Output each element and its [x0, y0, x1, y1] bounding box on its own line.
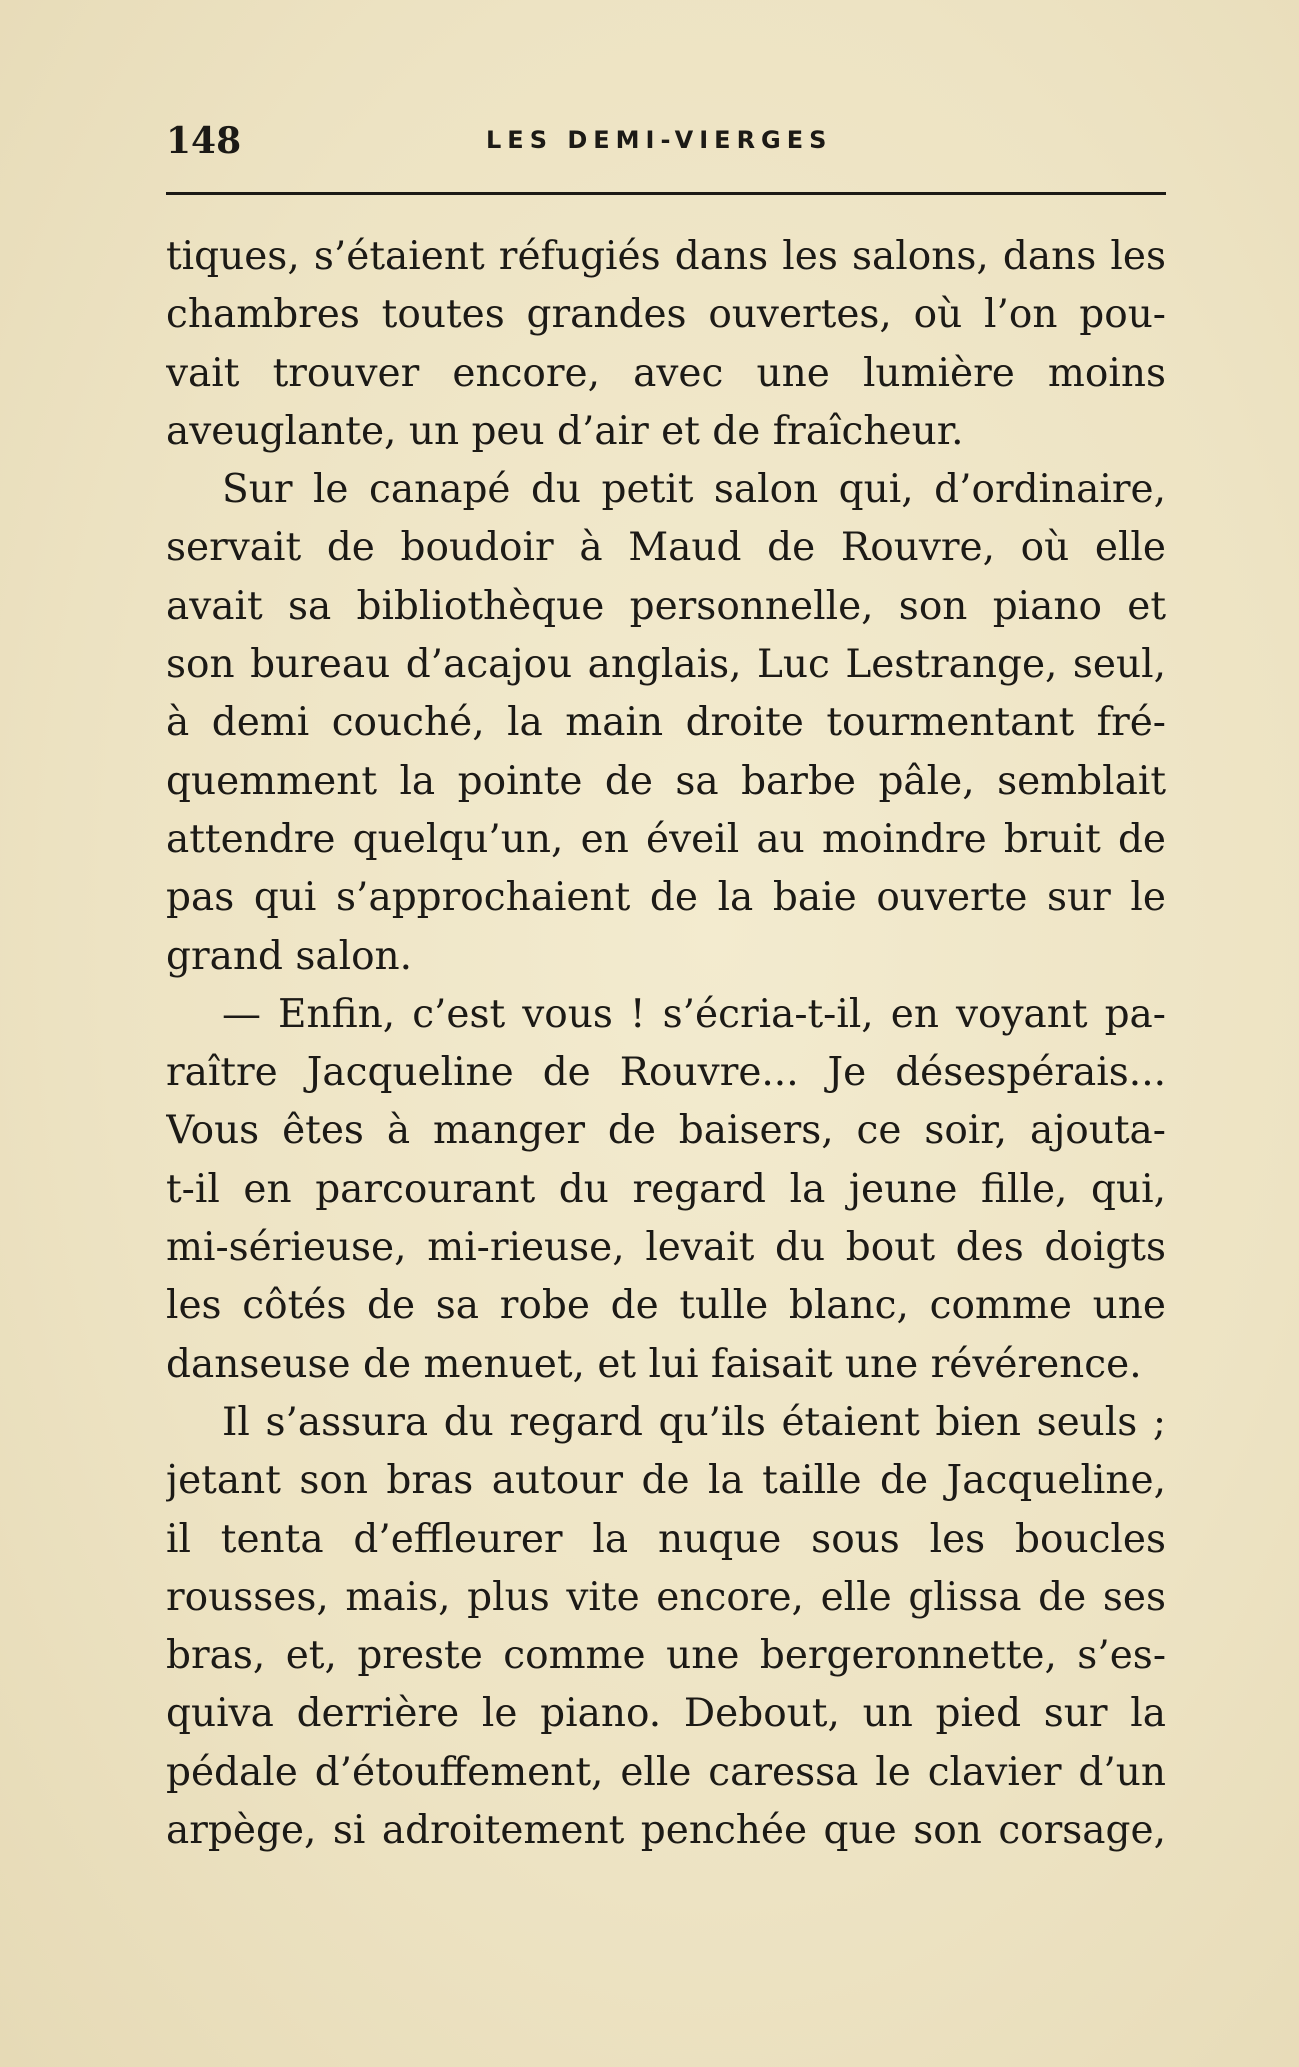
- text-line: grand salon.: [166, 933, 413, 979]
- text-line: bras, et, preste comme une bergeronnette, s’es-: [166, 1633, 1166, 1679]
- text-line: jetant son bras autour de la taille de Jacqueline,: [166, 1458, 1166, 1504]
- text-line: Sur le canapé du petit salon qui, d’ordinaire,: [222, 467, 1166, 513]
- text-line: pédale d’étouffement, elle caressa le clavier d’un: [166, 1749, 1166, 1795]
- text-line: Vous êtes à manger de baisers, ce soir, ajouta-: [166, 1108, 1166, 1154]
- text-line: son bureau d’acajou anglais, Luc Lestrange, seul,: [166, 642, 1166, 688]
- text-line: raître Jacqueline de Rouvre... Je désespérais...: [166, 1050, 1166, 1096]
- text-line: à demi couché, la main droite tourmentant fré-: [166, 700, 1166, 746]
- text-line: chambres toutes grandes ouvertes, où l’on pou-: [166, 292, 1166, 338]
- text-line: t-il en parcourant du regard la jeune fille, qui,: [166, 1166, 1166, 1212]
- text-line: tiques, s’étaient réfugiés dans les salons, dans les: [166, 234, 1166, 279]
- body-text: [166, 228, 1166, 1860]
- header-rule: [166, 192, 1166, 195]
- running-head: [166, 112, 1166, 172]
- text-line: servait de boudoir à Maud de Rouvre, où elle: [166, 525, 1166, 571]
- text-line: il tenta d’effleurer la nuque sous les boucles: [166, 1516, 1166, 1562]
- text-line: aveuglante, un peu d’air et de fraîcheur.: [166, 408, 964, 454]
- text-line: attendre quelqu’un, en éveil au moindre bruit de: [166, 816, 1166, 862]
- text-line: avait sa bibliothèque personnelle, son piano et: [166, 583, 1166, 629]
- text-line: danseuse de menuet, et lui faisait une révérence.: [166, 1341, 1142, 1387]
- text-line: rousses, mais, plus vite encore, elle glissa de ses: [166, 1574, 1166, 1620]
- page-number: 148: [166, 120, 242, 162]
- text-line: quiva derrière le piano. Debout, un pied sur la: [166, 1691, 1166, 1737]
- text-line: Il s’assura du regard qu’ils étaient bien seuls ;: [222, 1399, 1166, 1445]
- text-line: — Enfin, c’est vous ! s’écria-t-il, en voyant pa-: [222, 991, 1166, 1037]
- text-line: quemment la pointe de sa barbe pâle, semblait: [166, 758, 1166, 804]
- text-line: les côtés de sa robe de tulle blanc, comme une: [166, 1283, 1166, 1329]
- text-line: vait trouver encore, avec une lumière moins: [166, 350, 1166, 396]
- book-title: LES DEMI-VIERGES: [486, 126, 833, 154]
- text-line: mi-sérieuse, mi-rieuse, levait du bout des doigts: [166, 1225, 1166, 1271]
- text-line: pas qui s’approchaient de la baie ouverte sur le: [166, 875, 1166, 921]
- text-line: arpège, si adroitement penchée que son corsage,: [166, 1808, 1166, 1854]
